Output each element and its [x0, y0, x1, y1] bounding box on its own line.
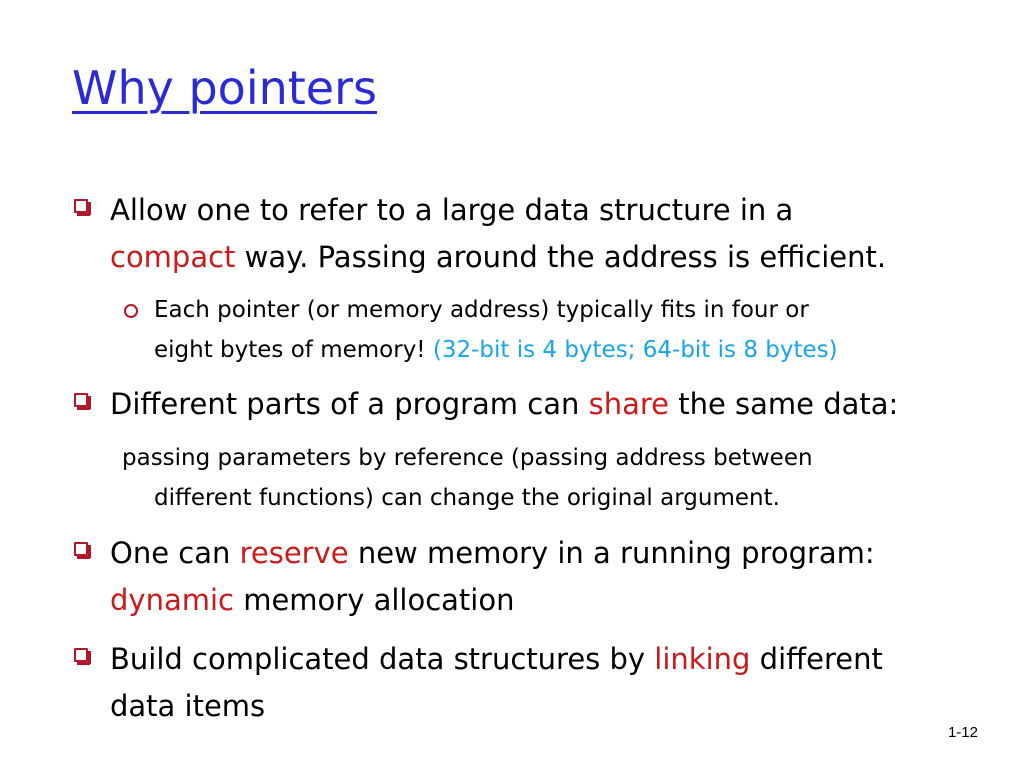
circle-bullet-icon: [124, 304, 138, 318]
plain-text-line: different functions) can change the original argument.: [154, 485, 780, 511]
highlight-word: compact: [110, 240, 236, 274]
bullet-linking: [110, 636, 883, 730]
bullet-text-line: Allow one to refer to a large data structure in a: [110, 193, 794, 227]
bullet-text-line: data items: [110, 689, 266, 723]
bullet-text-line: [110, 381, 898, 428]
bullet-text: way. Passing around the address is efficient.: [235, 240, 887, 274]
bullet-reserve: [110, 530, 875, 624]
highlight-word: linking: [654, 642, 751, 676]
bullet-text: Build complicated data structures by: [110, 642, 655, 676]
plain-text-line: passing parameters by reference (passing address between: [122, 445, 813, 471]
highlight-word: share: [588, 387, 669, 421]
pass-by-reference-text: [122, 438, 813, 518]
byte-size-note: (32-bit is 4 bytes; 64-bit is 8 bytes): [432, 337, 838, 363]
bullet-text-line: [110, 636, 883, 683]
bullet-text: Different parts of a program can: [110, 387, 589, 421]
bullet-text: different: [750, 642, 883, 676]
sub-bullet-text: eight bytes of memory!: [154, 337, 433, 363]
square-bullet-icon: [74, 199, 88, 213]
bullet-text-line: [110, 530, 875, 577]
bullet-text: One can: [110, 536, 240, 570]
bullet-text-line: [110, 234, 886, 281]
slide-title: Why pointers: [72, 61, 377, 115]
square-bullet-icon: [74, 648, 88, 662]
square-bullet-icon: [74, 542, 88, 556]
page-number: 1-12: [947, 724, 978, 741]
highlight-word: dynamic: [110, 583, 234, 617]
highlight-word: reserve: [239, 536, 349, 570]
bullet-share: [110, 381, 898, 428]
bullet-text: memory allocation: [233, 583, 515, 617]
bullet-text-line: [110, 577, 875, 624]
sub-bullet-text-line: Each pointer (or memory address) typically fits in four or: [154, 297, 809, 323]
bullet-text: new memory in a running program:: [348, 536, 875, 570]
sub-bullet-pointer-size: [154, 290, 838, 370]
bullet-text: the same data:: [668, 387, 899, 421]
bullet-compact: [110, 187, 886, 281]
sub-bullet-text-line: [154, 330, 838, 370]
square-bullet-icon: [74, 393, 88, 407]
